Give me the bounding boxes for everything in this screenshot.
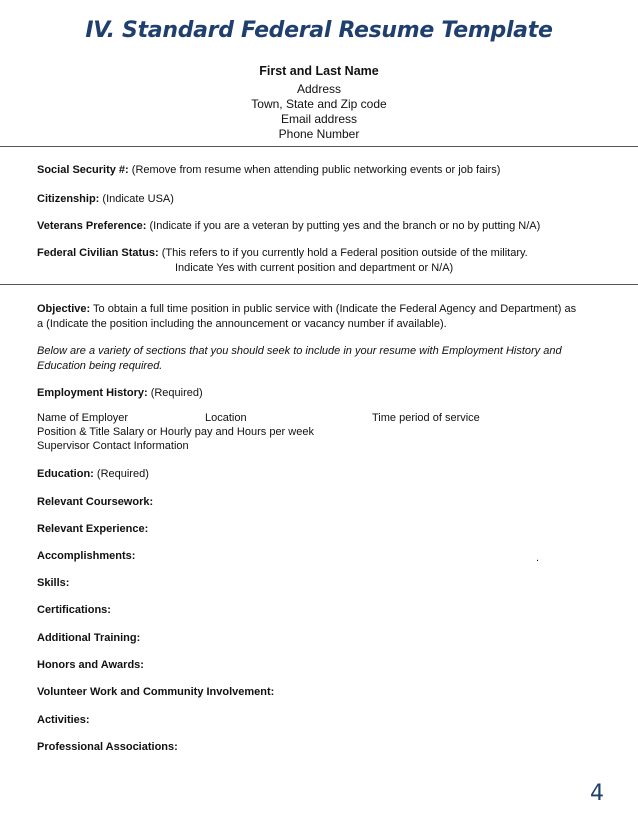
employer-name: Name of Employer xyxy=(37,412,129,424)
coursework-heading: Relevant Coursework: xyxy=(37,496,154,508)
ssn-text: (Remove from resume when attending public networking events or job fairs) xyxy=(131,164,501,176)
veterans-label: Veterans Preference: xyxy=(37,220,147,232)
address-line: Address xyxy=(296,82,342,96)
employment-heading xyxy=(37,386,203,401)
note-line-1: Below are a variety of sections that you should seek to include in your resume with Employment History and xyxy=(37,345,562,357)
associations-heading: Professional Associations: xyxy=(37,741,178,753)
objective-line-1: To obtain a full time position in public service with (Indicate the Federal Agency and Department) as xyxy=(93,303,577,315)
education-heading xyxy=(37,467,149,482)
employment-period: Time period of service xyxy=(372,412,480,424)
objective-label: Objective: xyxy=(37,303,91,315)
page-number: 4 xyxy=(590,781,604,806)
veterans-text: (Indicate if you are a veteran by putting yes and the branch or no by putting N/A) xyxy=(149,220,541,232)
accomplishments-heading: Accomplishments: xyxy=(37,550,136,562)
citizenship-text: (Indicate USA) xyxy=(102,193,174,205)
ssn-field xyxy=(37,163,500,178)
activities-heading: Activities: xyxy=(37,714,90,726)
employer-location: Location xyxy=(205,412,247,424)
experience-heading: Relevant Experience: xyxy=(37,523,149,535)
honors-heading: Honors and Awards: xyxy=(37,659,144,671)
position-line: Position & Title Salary or Hourly pay and Hours per week xyxy=(37,426,314,438)
employment-label: Employment History: xyxy=(37,387,148,399)
citizenship-field xyxy=(37,192,174,207)
resume-header xyxy=(0,64,638,78)
volunteer-heading: Volunteer Work and Community Involvement: xyxy=(37,686,275,698)
phone-line: Phone Number xyxy=(278,127,360,141)
federal-status-text-2: Indicate Yes with current position and department or N/A) xyxy=(175,262,454,274)
header-divider xyxy=(0,146,638,147)
federal-status-field xyxy=(37,246,528,261)
accomplishments-dot: . xyxy=(536,552,540,564)
page-title: IV. Standard Federal Resume Template xyxy=(85,18,553,43)
objective-line-2: a (Indicate the position including the announcement or vacancy number if available). xyxy=(37,318,447,330)
supervisor-line: Supervisor Contact Information xyxy=(37,440,189,452)
objective xyxy=(37,302,576,317)
education-label: Education: xyxy=(37,468,94,480)
certifications-heading: Certifications: xyxy=(37,604,111,616)
federal-status-text: (This refers to if you currently hold a Federal position outside of the military. xyxy=(161,247,528,259)
education-required: (Required) xyxy=(96,468,149,480)
note-line-2: Education being required. xyxy=(37,360,163,372)
applicant-name: First and Last Name xyxy=(259,64,379,78)
training-heading: Additional Training: xyxy=(37,632,141,644)
employment-required: (Required) xyxy=(150,387,203,399)
email-line: Email address xyxy=(280,112,358,126)
fields-divider xyxy=(0,284,638,285)
federal-status-label: Federal Civilian Status: xyxy=(37,247,159,259)
citizenship-label: Citizenship: xyxy=(37,193,100,205)
ssn-label: Social Security #: xyxy=(37,164,129,176)
town-line: Town, State and Zip code xyxy=(251,97,387,111)
veterans-field xyxy=(37,219,540,234)
skills-heading: Skills: xyxy=(37,577,70,589)
